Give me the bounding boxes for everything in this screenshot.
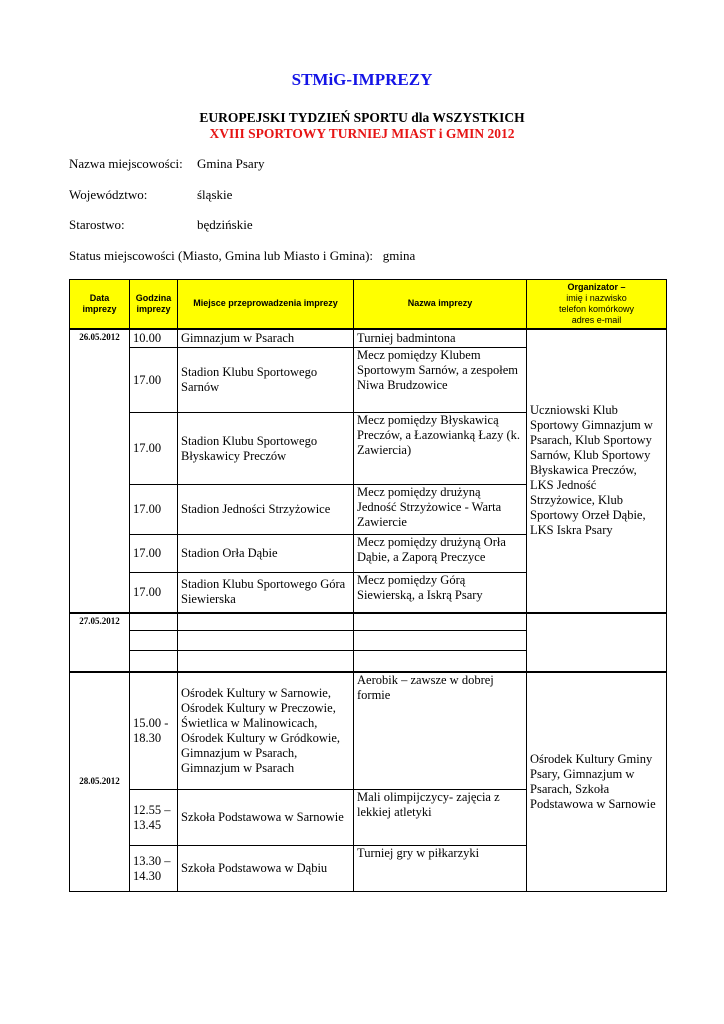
event-name-cell [354, 613, 527, 631]
date-cell-day1: 26.05.2012 [70, 329, 130, 613]
header-organizer [527, 280, 667, 329]
table-row [70, 329, 667, 348]
info-place-value: Gmina Psary [197, 156, 265, 171]
place-cell: Stadion Orła Dąbie [178, 535, 354, 573]
table-row [70, 613, 667, 631]
place-cell: Stadion Klubu Sportowego Sarnów [178, 348, 354, 413]
event-name-cell: Mecz pomiędzy Błyskawicą Preczów, a Łazowianką Łazy (k. Zawiercia) [354, 413, 527, 485]
header-time: Godzina imprezy [130, 280, 178, 329]
time-cell: 10.00 [130, 329, 178, 348]
date-cell-day3: 28.05.2012 [70, 672, 130, 892]
place-cell: Ośrodek Kultury w Sarnowie, Ośrodek Kultury w Preczowie, Świetlica w Malinowicach, Ośrodek Kultury w Gródkowie, Gimnazjum w Psarach, Gimnazjum w Psarach [178, 672, 354, 790]
place-cell: Szkoła Podstawowa w Sarnowie [178, 790, 354, 846]
time-cell: 17.00 [130, 413, 178, 485]
event-name-cell: Turniej gry w piłkarzyki [354, 846, 527, 892]
info-status-label: Status miejscowości (Miasto, Gmina lub Miasto i Gmina): [69, 248, 374, 263]
event-name-cell: Mecz pomiędzy drużyną Jedność Strzyżowice - Warta Zawiercie [354, 485, 527, 535]
time-cell: 17.00 [130, 348, 178, 413]
date-cell-day2: 27.05.2012 [70, 613, 130, 672]
header-organizer-line2: telefon komórkowy [558, 303, 635, 314]
info-county-label: Starostwo: [69, 217, 125, 232]
event-name-cell [354, 651, 527, 672]
event-name-cell: Mali olimpijczycy- zajęcia z lekkiej atletyki [354, 790, 527, 846]
info-voivodeship-label: Województwo: [69, 187, 148, 202]
info-county [69, 217, 253, 233]
page-title: STMiG-IMPREZY [291, 70, 433, 89]
info-place [69, 156, 265, 172]
header-name: Nazwa imprezy [354, 280, 527, 329]
header-organizer-line3: adres e-mail [571, 314, 622, 325]
place-cell: Stadion Jedności Strzyżowice [178, 485, 354, 535]
info-status-value: gmina [382, 248, 416, 263]
time-cell: 12.55 – 13.45 [130, 790, 178, 846]
event-name-cell: Aerobik – zawsze w dobrej formie [354, 672, 527, 790]
info-voivodeship-value: śląskie [197, 187, 233, 202]
event-name-cell: Mecz pomiędzy drużyną Orła Dąbie, a Zaporą Preczyce [354, 535, 527, 573]
organizer-cell-day3: Ośrodek Kultury Gminy Psary, Gimnazjum w Psarach, Szkoła Podstawowa w Sarnowie [527, 672, 667, 892]
event-name-cell: Mecz pomiędzy Klubem Sportowym Sarnów, a zespołem Niwa Brudzowice [354, 348, 527, 413]
place-cell: Stadion Klubu Sportowego Błyskawicy Preczów [178, 413, 354, 485]
header-organizer-title: Organizator – [567, 281, 626, 292]
header-place: Miejsce przeprowadzenia imprezy [178, 280, 354, 329]
info-county-value: będzińskie [197, 217, 253, 232]
place-cell [178, 613, 354, 631]
time-cell: 17.00 [130, 535, 178, 573]
place-cell: Szkoła Podstawowa w Dąbiu [178, 846, 354, 892]
info-place-label: Nazwa miejscowości: [69, 156, 183, 171]
place-cell: Stadion Klubu Sportowego Góra Siewierska [178, 573, 354, 613]
time-cell: 15.00 - 18.30 [130, 672, 178, 790]
info-voivodeship [69, 187, 232, 203]
time-cell: 13.30 – 14.30 [130, 846, 178, 892]
time-cell [130, 651, 178, 672]
info-status [69, 248, 415, 264]
place-cell [178, 631, 354, 651]
time-cell [130, 613, 178, 631]
table-header-row [70, 280, 667, 329]
tournament-subtitle: XVIII SPORTOWY TURNIEJ MIAST i GMIN 2012 [209, 126, 515, 141]
event-name-cell: Turniej badmintona [354, 329, 527, 348]
time-cell: 17.00 [130, 573, 178, 613]
place-cell: Gimnazjum w Psarach [178, 329, 354, 348]
organizer-cell-day2 [527, 613, 667, 672]
events-table [69, 279, 667, 892]
table-row [70, 672, 667, 790]
event-subtitle: EUROPEJSKI TYDZIEŃ SPORTU dla WSZYSTKICH [199, 110, 525, 125]
event-name-cell: Mecz pomiędzy Górą Siewierską, a Iskrą Psary [354, 573, 527, 613]
place-cell [178, 651, 354, 672]
time-cell [130, 631, 178, 651]
time-cell: 17.00 [130, 485, 178, 535]
organizer-cell-day1: Uczniowski Klub Sportowy Gimnazjum w Psarach, Klub Sportowy Sarnów, Klub Sportowy Błyskawica Preczów, LKS Jedność Strzyżowice, Klub Sportowy Orzeł Dąbie, LKS Iskra Psary [527, 329, 667, 613]
event-name-cell [354, 631, 527, 651]
header-date: Data imprezy [70, 280, 130, 329]
header-organizer-line1: imię i nazwisko [566, 292, 627, 303]
